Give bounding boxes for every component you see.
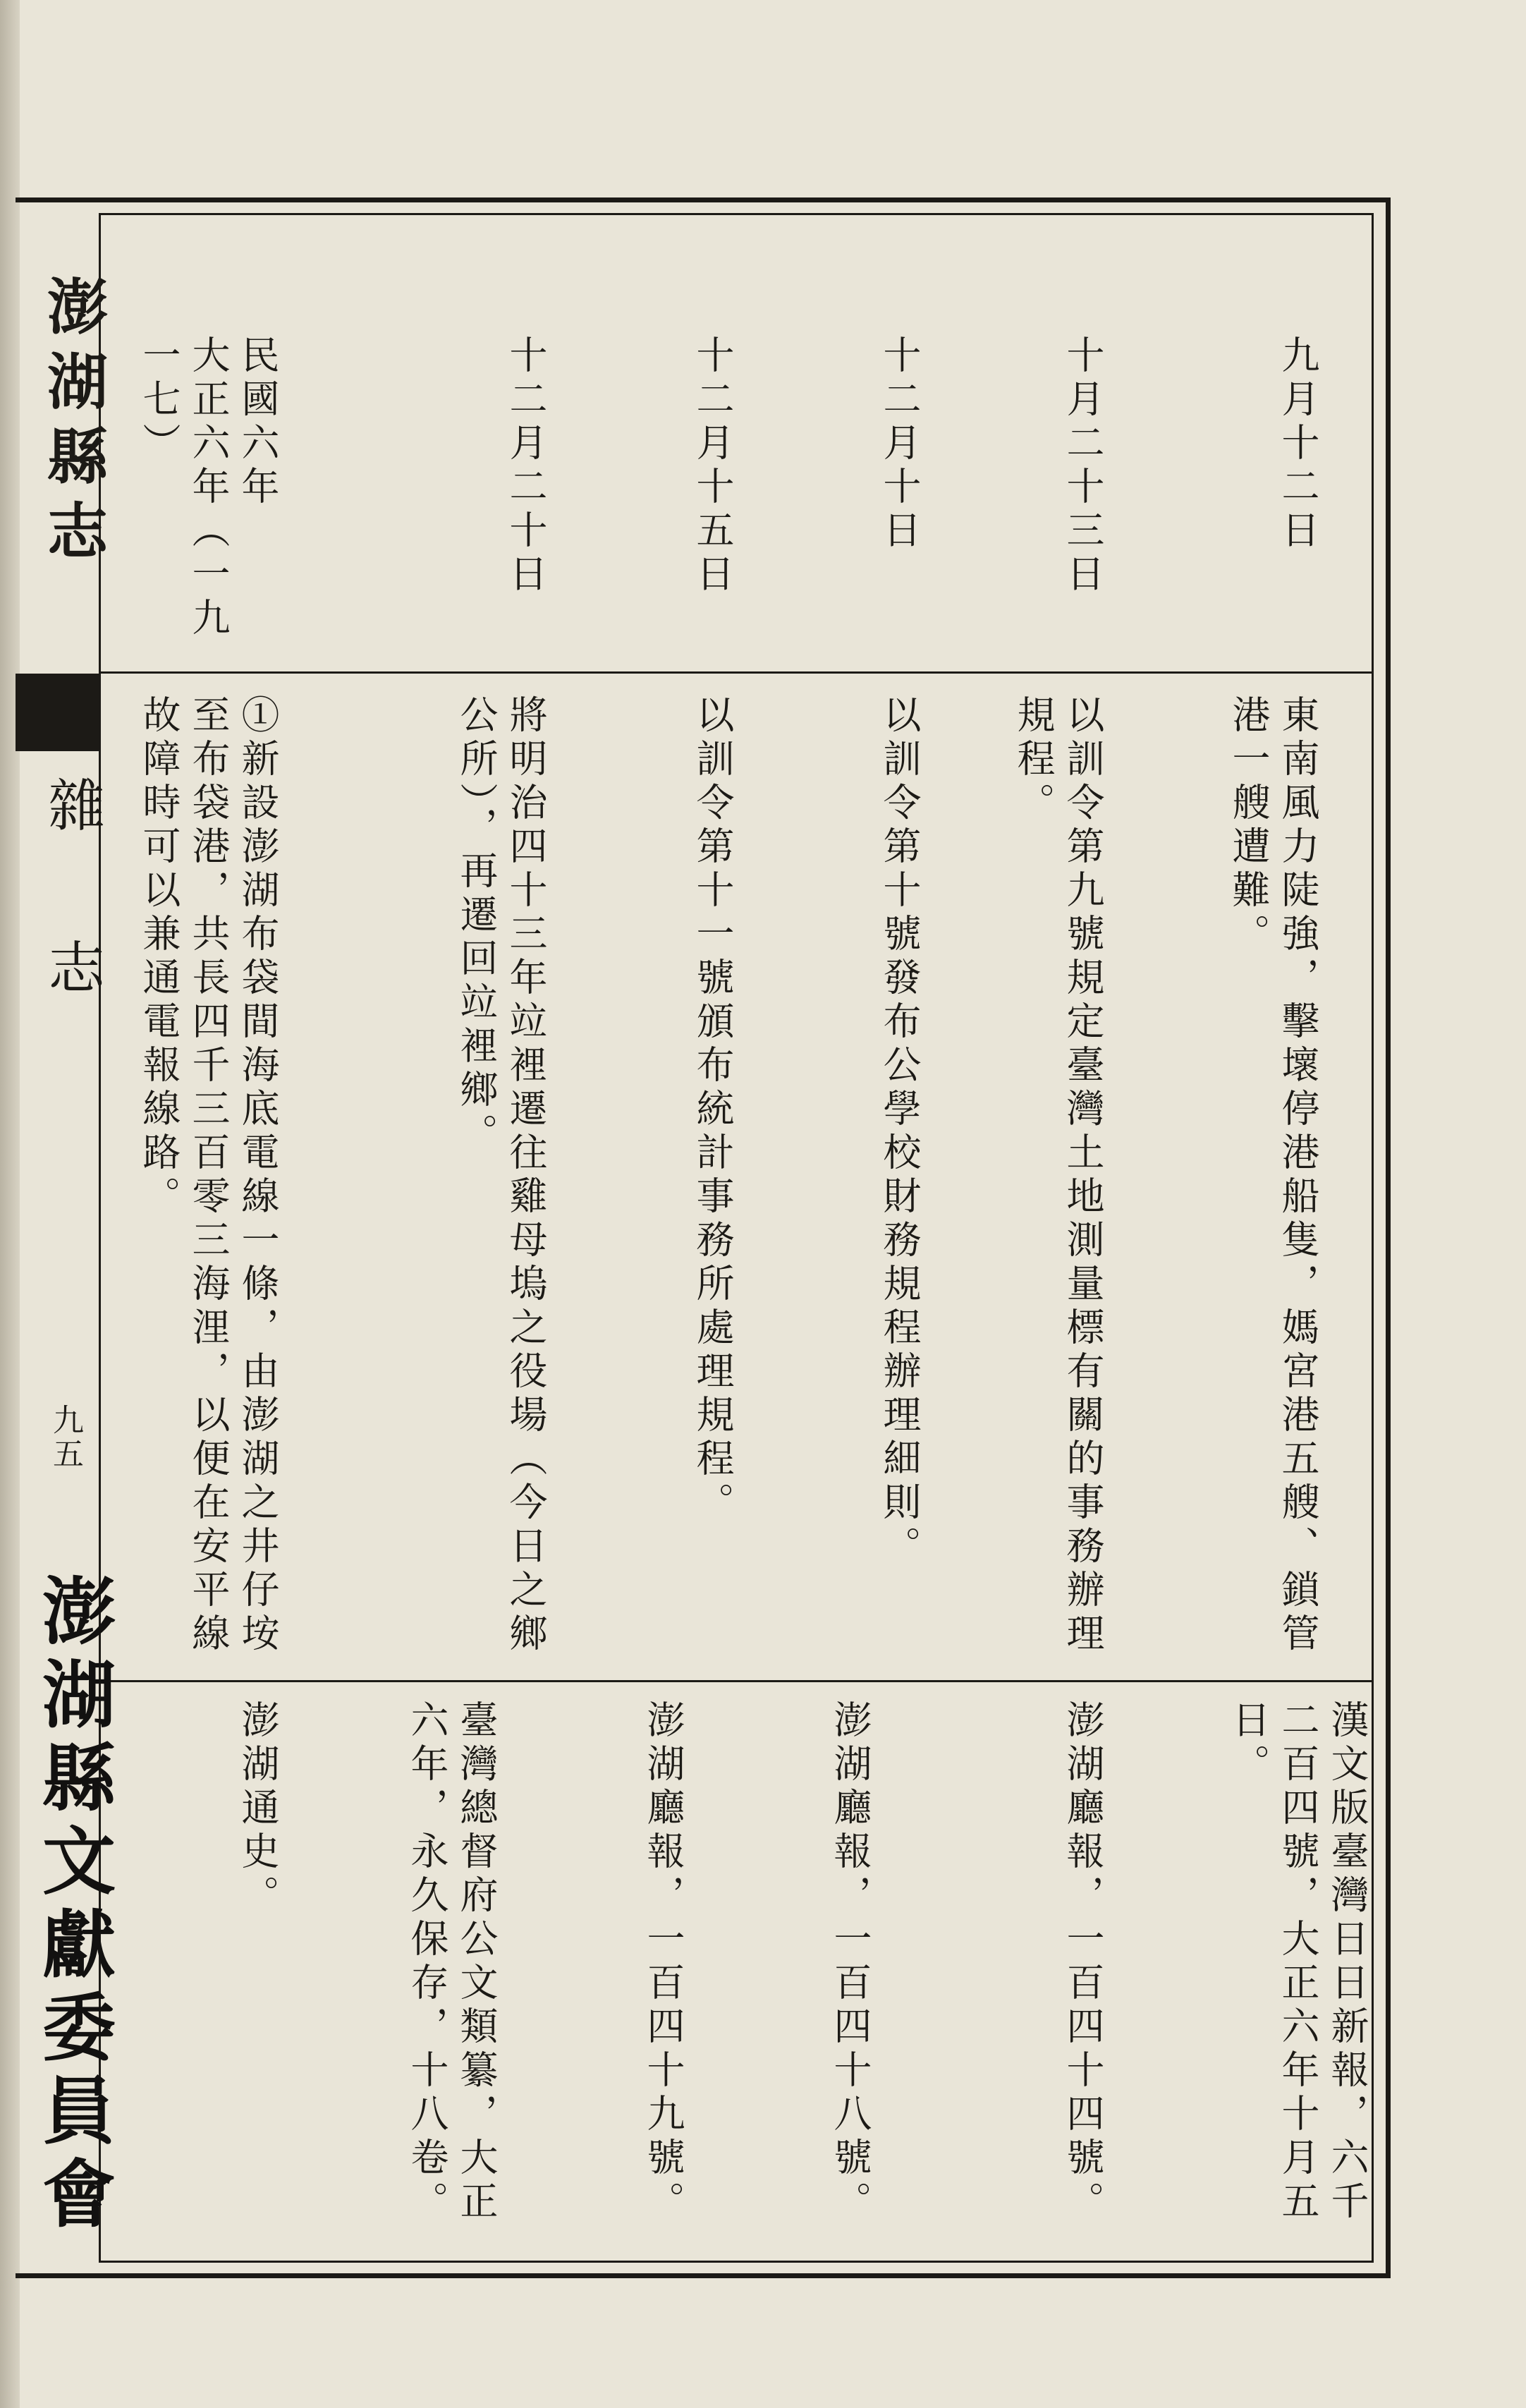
entry-source: 漢文版臺灣日日新報，六千二百四號，大正六年十月五日。 — [1226, 1700, 1369, 2225]
entry-event: 東南風力陡強，擊壞停港船隻，媽宮港五艘、鎖管港一艘遭難。 — [1226, 695, 1320, 1657]
entry-source: 澎湖通史。 — [236, 1700, 280, 1919]
page-number: 九五 — [47, 1404, 83, 1471]
entry-event: 將明治四十三年竝裡遷往雞母塢之役場（今日之鄉公所），再遷回竝裡鄉。 — [454, 695, 548, 1657]
entry-source: 澎湖廳報，一百四十八號。 — [828, 1700, 872, 2225]
entry-event: ①新設澎湖布袋間海底電線一條，由澎湖之井仔垵至布袋港，共長四千三百零三海浬，以便在安平線故障時可以兼通電報線路。 — [137, 695, 280, 1657]
section-title: 雜志 — [39, 776, 104, 1100]
entry-event: 以訓令第九號規定臺灣土地測量標有關的事務辦理規程。 — [1011, 695, 1105, 1657]
entry-date: 十二月二十日 — [503, 335, 548, 597]
entry-event: 以訓令第十號發布公學校財務規程辦理細則。 — [877, 695, 922, 1569]
event-source-divider — [99, 1680, 1374, 1682]
margin-black-band — [16, 674, 99, 751]
entry-source: 臺灣總督府公文類纂，大正六年，永久保存，十八卷。 — [405, 1700, 499, 2225]
entry-date-multiline: 民國六年 大正六年（一九 一七） — [137, 335, 280, 641]
entry-source: 澎湖廳報，一百四十九號。 — [641, 1700, 685, 2225]
entry-event: 以訓令第十一號頒布統計事務所處理規程。 — [690, 695, 735, 1526]
entry-date: 十二月十五日 — [690, 335, 735, 597]
entry-source: 澎湖廳報，一百四十四號。 — [1061, 1700, 1105, 2225]
publisher-imprint: 澎湖縣文獻委員會 — [30, 1573, 116, 2239]
date-event-divider — [99, 671, 1374, 674]
entry-date: 九月十二日 — [1276, 335, 1320, 554]
entry-date: 十二月十日 — [877, 335, 922, 554]
book-title: 澎湖縣志 — [37, 275, 108, 574]
entry-date: 十月二十三日 — [1061, 335, 1105, 597]
